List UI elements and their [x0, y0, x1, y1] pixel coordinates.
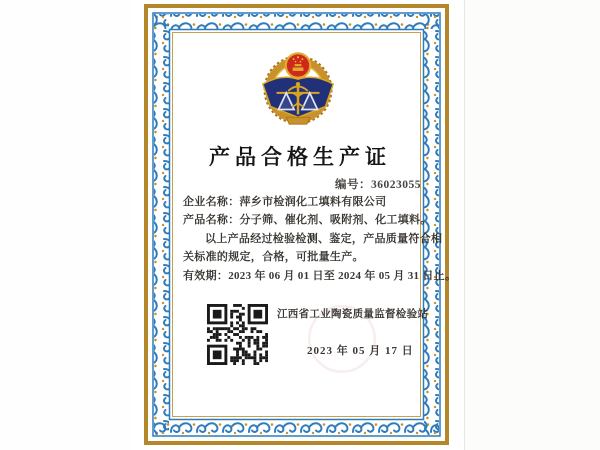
qr-code-icon — [207, 304, 268, 365]
statement-line-1: 以上产品经过检验检测、鉴定，产品质量符合相 — [205, 232, 443, 245]
issue-date: 2023 年 05 月 17 日 — [307, 345, 414, 357]
certificate-title: 产品合格生产证 — [209, 145, 391, 169]
product-label: 产品名称： — [183, 214, 240, 227]
validity-line — [183, 267, 457, 285]
serial-number-row — [335, 176, 421, 192]
issuer-name: 江西省工业陶瓷质量监督检验站 — [277, 309, 429, 320]
scan-background — [465, 0, 600, 450]
company-name-line — [183, 193, 423, 211]
product-value: 分子筛、催化剂、吸附剂、化工填料。 — [239, 214, 432, 227]
validity-label: 有效期： — [183, 269, 229, 282]
serial-label: 编号： — [335, 179, 371, 191]
statement-line-2: 关标准的规定，合格，可批量生产。 — [183, 251, 364, 264]
serial-number: 36023055 — [371, 179, 421, 191]
certificate-paper — [131, 0, 464, 450]
company-value: 萍乡市检润化工填料有限公司 — [239, 196, 387, 208]
product-name-line — [183, 211, 432, 229]
validity-value: 2023 年 06 月 01 日至 2024 年 05 月 31 日止。 — [228, 269, 457, 282]
certificate-body — [183, 193, 457, 285]
company-label: 企业名称： — [183, 196, 240, 208]
industry-commerce-emblem-icon — [255, 48, 341, 128]
paper-edge-line — [464, 0, 465, 450]
